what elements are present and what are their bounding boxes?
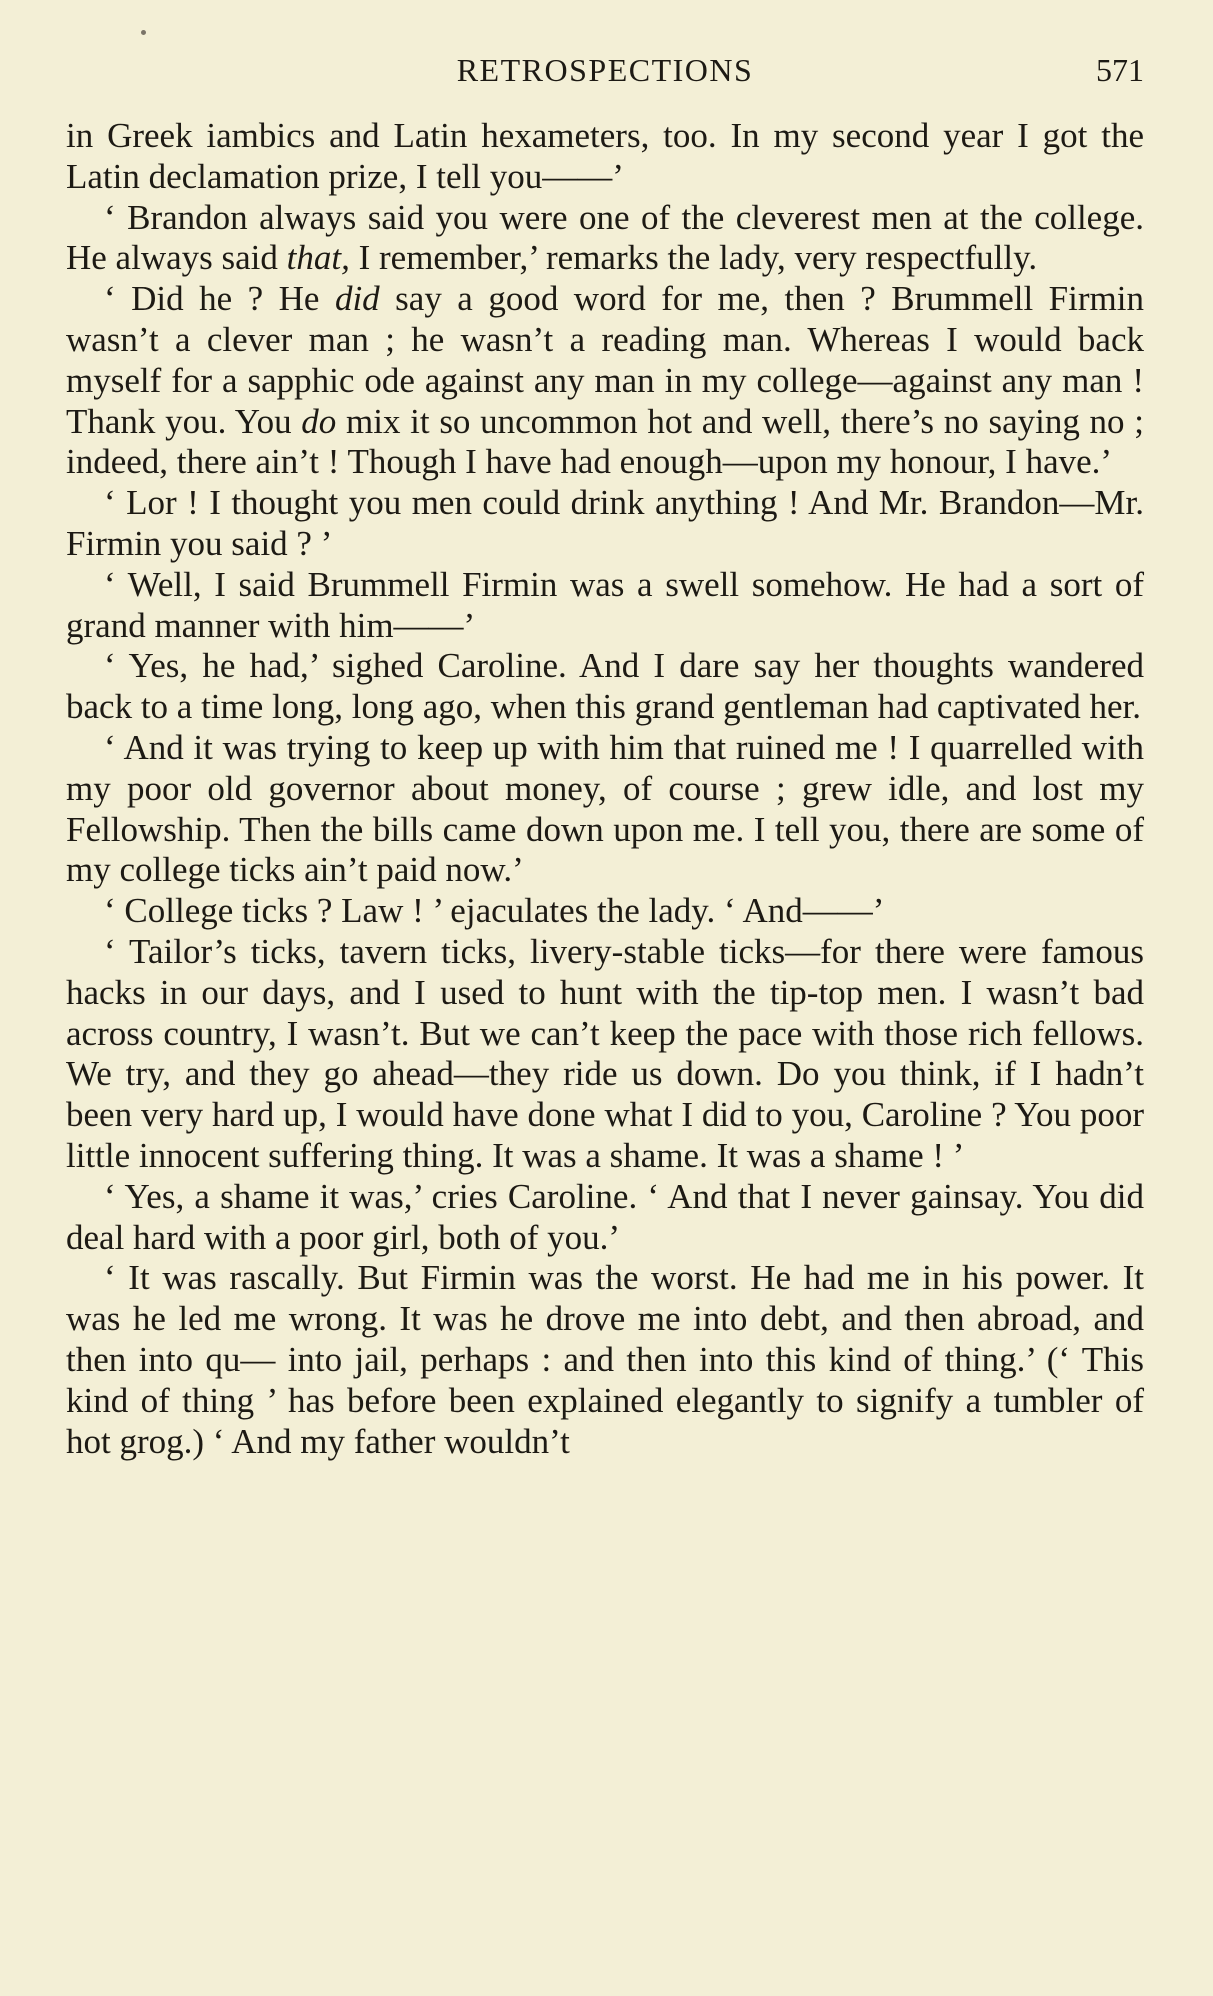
paragraph-11: ‘ It was rascally. But Firmin was the worst. He had me in his power. It was he led me wrong. It was he drove me into debt, and then abroad, and then into qu— into jail, perhaps : and then into this kind of thing.’ (‘ This kind of thing ’ has before been explained elegantly to signify a tumbler of hot grog.) ‘ And my father wouldn’t: [66, 1258, 1144, 1461]
paragraph-2: [66, 198, 1144, 280]
paragraph-6: ‘ Yes, he had,’ sighed Caroline. And I dare say her thoughts wandered back to a time long, long ago, when this grand gentleman had captivated her.: [66, 646, 1144, 727]
margin-speck: [141, 30, 146, 35]
emphasis-that: that,: [286, 238, 350, 278]
paragraph-8: ‘ College ticks ? Law ! ’ ejaculates the lady. ‘ And——’: [104, 891, 885, 931]
page-number: 571: [1096, 52, 1144, 88]
paragraph-3-part-b: say a good word for me, then ? Brummell Firmin wasn’t a clever man ; he wasn’t a reading man. Whereas I would back myself for a sapphic ode against any man in my college—against any man ! Thank you. You: [66, 279, 1144, 441]
paragraph-3-part-c: mix it so uncommon hot and well, there’s no saying no ; indeed, there ain’t ! Though I have had enough—upon my honour, I have.’: [66, 401, 1144, 482]
paragraph-5: ‘ Well, I said Brummell Firmin was a swell somehow. He had a sort of grand manner with him——’: [66, 564, 1144, 645]
paragraph-4: ‘ Lor ! I thought you men could drink anything ! And Mr. Brandon—Mr. Firmin you said ? ’: [66, 483, 1144, 563]
page-header: [66, 40, 1144, 102]
emphasis-did: did: [334, 279, 380, 319]
paragraph-9: ‘ Tailor’s ticks, tavern ticks, livery-stable ticks—for there were famous hacks in our days, and I used to hunt with the tip-top men. I wasn’t bad across country, I wasn’t. But we can’t keep the pace with those rich fellows. We try, and they go ahead—they ride us down. Do you think, if I hadn’t been very hard up, I would have done what I did to you, Caroline ? You poor little innocent suffering thing. It was a shame. It was a shame ! ’: [66, 931, 1144, 1175]
paragraph-10: ‘ Yes, a shame it was,’ cries Caroline. ‘ And that I never gainsay. You did deal hard with a poor girl, both of you.’: [66, 1176, 1144, 1257]
paragraph-7: ‘ And it was trying to keep up with him that ruined me ! I quarrelled with my poor old governor about money, of course ; grew idle, and lost my Fellowship. Then the bills came down upon me. I tell you, there are some of my college ticks ain’t paid now.’: [66, 727, 1144, 890]
book-page: [66, 40, 1144, 1462]
running-title: RETROSPECTIONS: [456, 52, 754, 88]
paragraph-2-part-b: I remember,’ remarks the lady, very respectfully.: [349, 238, 1038, 278]
emphasis-do: do: [301, 401, 337, 441]
body-text: [66, 116, 1144, 1462]
paragraph-1: in Greek iambics and Latin hexameters, too. In my second year I got the Latin declamation prize, I tell you——’: [66, 116, 1144, 196]
paragraph-3-part-a: ‘ Did he ? He: [104, 279, 335, 319]
paragraph-3: [66, 279, 1144, 483]
paragraph-2-part-a: ‘ Brandon always said you were one of the cleverest men at the college. He always said: [66, 197, 1144, 278]
